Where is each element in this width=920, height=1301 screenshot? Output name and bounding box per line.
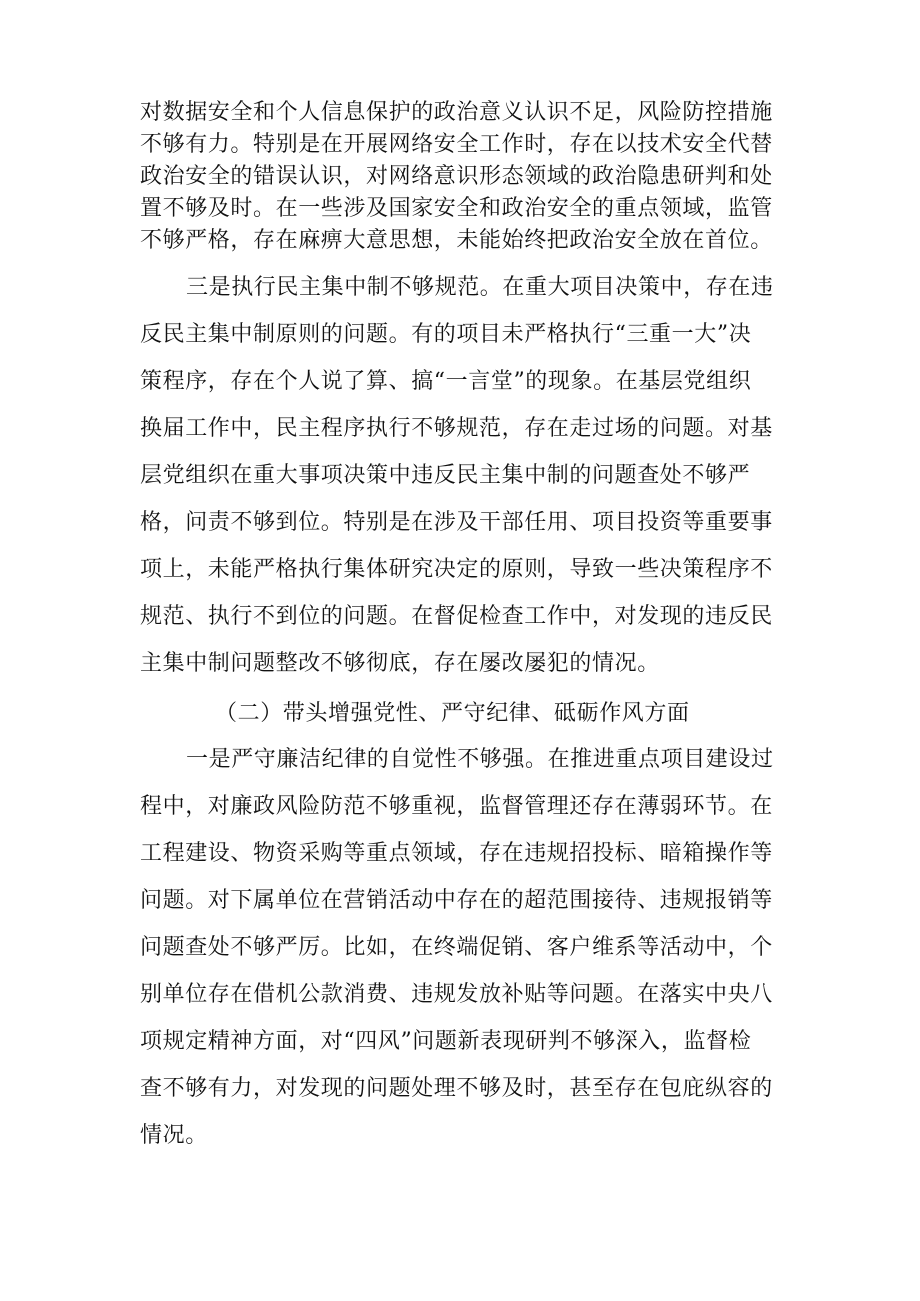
paragraph-line: 格，问责不够到位。特别是在涉及干部任用、项目投资等重要事 (140, 510, 773, 535)
paragraph-line: 策程序，存在个人说了算、搞“一言堂”的现象。在基层党组织 (140, 369, 752, 394)
paragraph-line: 工程建设、物资采购等重点领域，存在违规招投标、暗箱操作等 (140, 841, 773, 866)
paragraph-line: 查不够有力，对发现的问题处理不够及时，甚至存在包庇纵容的 (140, 1076, 773, 1101)
paragraph-line: 一是严守廉洁纪律的自觉性不够强。在推进重点项目建设过 (186, 747, 774, 772)
paragraph-line: 别单位存在借机公款消费、违规发放补贴等问题。在落实中央八 (140, 982, 773, 1007)
paragraph-line: 不够严格，存在麻痹大意思想，未能始终把政治安全放在首位。 (140, 228, 773, 253)
section-heading: （二）带头增强党性、严守纪律、砥砺作风方面 (215, 701, 690, 726)
paragraph-line: 对数据安全和个人信息保护的政治意义认识不足，风险防控措施 (140, 100, 773, 125)
paragraph-line: 不够有力。特别是在开展网络安全工作时，存在以技术安全代替 (140, 132, 773, 157)
paragraph-line: 层党组织在重大事项决策中违反民主集中制的问题查处不够严 (140, 463, 751, 488)
paragraph-line: 程中，对廉政风险防范不够重视，监督管理还存在薄弱环节。在 (140, 794, 773, 819)
paragraph-line: 反民主集中制原则的问题。有的项目未严格执行“三重一大”决 (140, 322, 752, 347)
paragraph-line: 项规定精神方面，对“四风”问题新表现研判不够深入，监督检 (140, 1029, 752, 1054)
paragraph-line: 换届工作中，民主程序执行不够规范，存在走过场的问题。对基 (140, 416, 773, 441)
paragraph-line: 问题查处不够严厉。比如，在终端促销、客户维系等活动中，个 (140, 935, 773, 960)
paragraph-line: 置不够及时。在一些涉及国家安全和政治安全的重点领域，监管 (140, 196, 773, 221)
paragraph-line: 情况。 (140, 1123, 208, 1148)
paragraph-line: 主集中制问题整改不够彻底，存在屡改屡犯的情况。 (140, 651, 660, 676)
paragraph-line: 政治安全的错误认识，对网络意识形态领域的政治隐患研判和处 (140, 164, 773, 189)
paragraph-line: 三是执行民主集中制不够规范。在重大项目决策中，存在违 (186, 275, 774, 300)
paragraph-line: 问题。对下属单位在营销活动中存在的超范围接待、违规报销等 (140, 888, 773, 913)
paragraph-line: 规范、执行不到位的问题。在督促检查工作中，对发现的违反民 (140, 604, 773, 629)
paragraph-line: 项上，未能严格执行集体研究决定的原则，导致一些决策程序不 (140, 557, 773, 582)
